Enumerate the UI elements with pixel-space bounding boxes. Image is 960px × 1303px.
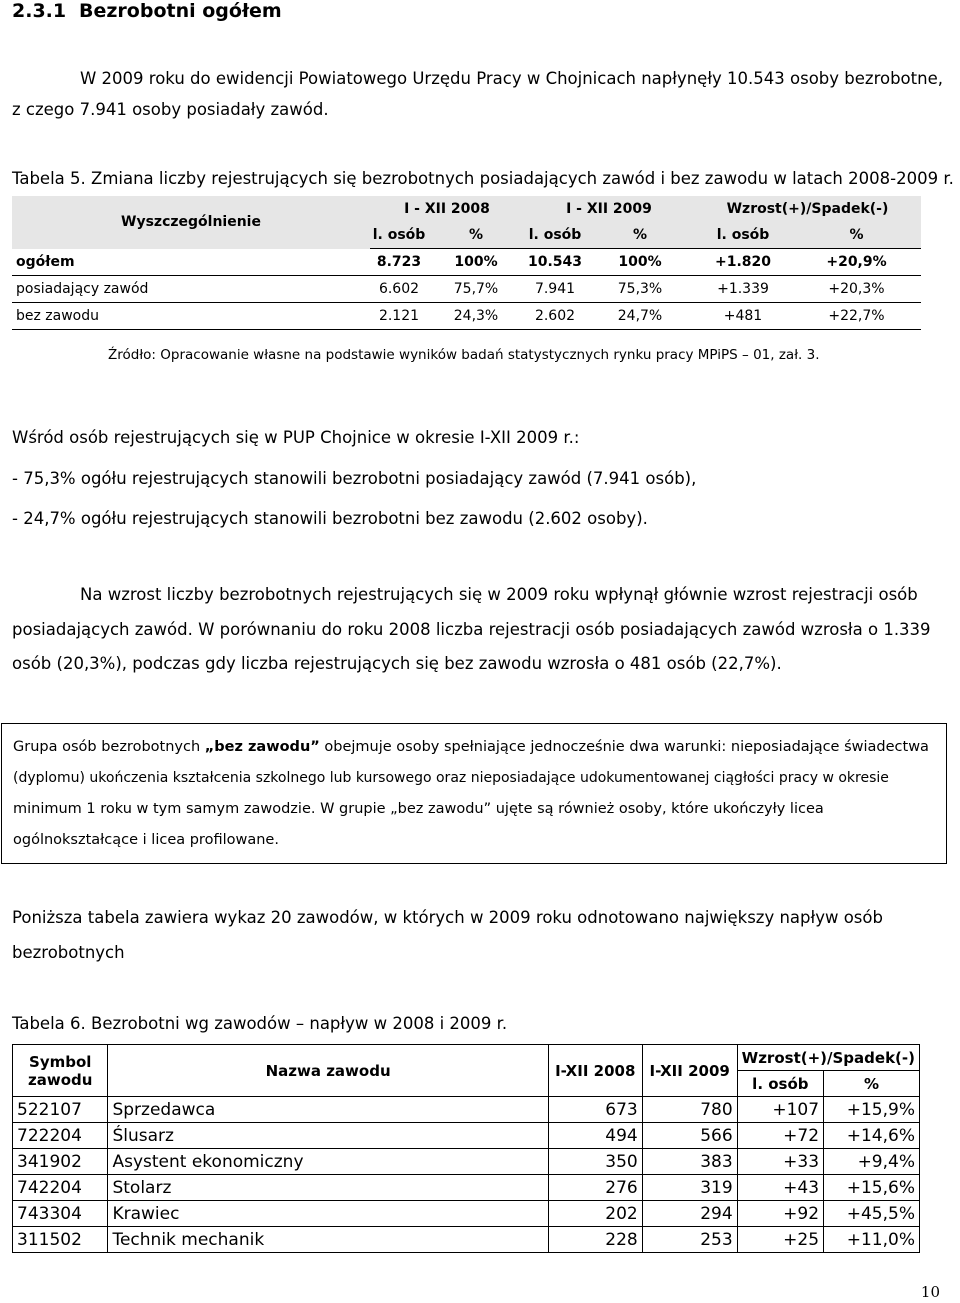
table6-header-change: Wzrost(+)/Spadek(-) [737, 1045, 919, 1071]
table5-subheader: % [428, 222, 524, 249]
definition-line-4: ogólnokształcące i licea profilowane. [13, 832, 279, 848]
table6-header-name: Nazwa zawodu [108, 1045, 548, 1097]
page-number: 10 [920, 1283, 940, 1301]
table6-header-change-count: l. osób [737, 1071, 823, 1097]
table5-cell: 75,7% [428, 276, 524, 303]
table6-name: Stolarz [108, 1175, 548, 1201]
table6-2008: 202 [548, 1201, 642, 1227]
table5-cell: +1.339 [694, 276, 792, 303]
table6-pct: +14,6% [824, 1123, 920, 1149]
below-line-2: bezrobotnych [12, 943, 125, 962]
table6-2009: 566 [642, 1123, 737, 1149]
definition-text: obejmuje osoby spełniające jednocześnie dwa warunki: nieposiadające świadectwa [319, 739, 929, 755]
table5-cell: 6.602 [370, 276, 428, 303]
table6-header-row [13, 1045, 920, 1071]
table6-pct: +15,9% [824, 1097, 920, 1123]
table6-2008: 228 [548, 1227, 642, 1253]
table6-row [13, 1097, 920, 1123]
intro-line-2: z czego 7.941 osoby posiadały zawód. [12, 100, 329, 119]
table5-cell: +22,7% [792, 303, 921, 330]
definition-emphasis: „bez zawodu” [204, 739, 320, 755]
table5-cell: 8.723 [370, 249, 428, 276]
table5-cell: 24,3% [428, 303, 524, 330]
table6-pct: +45,5% [824, 1201, 920, 1227]
table5-header-row [12, 196, 921, 222]
section-heading [12, 0, 282, 22]
section-number: 2.3.1 [12, 0, 67, 22]
table5-cell: +20,9% [792, 249, 921, 276]
table5-cell: +20,3% [792, 276, 921, 303]
table6-name: Krawiec [108, 1201, 548, 1227]
table6-2009: 253 [642, 1227, 737, 1253]
table6-header-symbol: Symbol zawodu [13, 1045, 108, 1097]
table5-cell: +1.820 [694, 249, 792, 276]
table5-subheader: l. osób [694, 222, 792, 249]
table6-count: +43 [737, 1175, 823, 1201]
table6-2008: 494 [548, 1123, 642, 1149]
table6-count: +33 [737, 1149, 823, 1175]
table6-row [13, 1123, 920, 1149]
table6-row [13, 1149, 920, 1175]
table6-header-2008: I-XII 2008 [548, 1045, 642, 1097]
table5-cell: 24,7% [586, 303, 694, 330]
table5-cell: 2.602 [524, 303, 586, 330]
table5-subheader: l. osób [524, 222, 586, 249]
table5-cell: +481 [694, 303, 792, 330]
table6-name: Technik mechanik [108, 1227, 548, 1253]
table6-symbol: 311502 [13, 1227, 108, 1253]
table6 [12, 1044, 920, 1253]
table6-row [13, 1175, 920, 1201]
table6-2008: 350 [548, 1149, 642, 1175]
table5 [12, 196, 921, 330]
table5-row [12, 276, 921, 303]
table5-cell: 100% [428, 249, 524, 276]
table6-symbol: 522107 [13, 1097, 108, 1123]
table6-name: Asystent ekonomiczny [108, 1149, 548, 1175]
table6-count: +72 [737, 1123, 823, 1149]
table5-cell: 2.121 [370, 303, 428, 330]
table6-count: +25 [737, 1227, 823, 1253]
table6-row [13, 1227, 920, 1253]
table5-cell: 7.941 [524, 276, 586, 303]
table5-subheader: % [792, 222, 921, 249]
table6-name: Ślusarz [108, 1123, 548, 1149]
table5-row-label: posiadający zawód [12, 276, 370, 303]
table6-pct: +15,6% [824, 1175, 920, 1201]
among-bullet-2: - 24,7% ogółu rejestrujących stanowili bezrobotni bez zawodu (2.602 osoby). [12, 509, 648, 528]
section-title: Bezrobotni ogółem [79, 0, 282, 22]
increase-line-3: osób (20,3%), podczas gdy liczba rejestrujących się bez zawodu wzrosła o 481 osób (22,7%). [12, 654, 782, 673]
table5-row [12, 303, 921, 330]
table5-cell: 75,3% [586, 276, 694, 303]
table6-row [13, 1201, 920, 1227]
table5-caption: Tabela 5. Zmiana liczby rejestrujących się bezrobotnych posiadających zawód i bez zawodu w latach 2008-2009 r. [12, 169, 954, 188]
table5-cell: 100% [586, 249, 694, 276]
definition-line-1 [13, 732, 944, 763]
table6-2009: 294 [642, 1201, 737, 1227]
table6-2009: 780 [642, 1097, 737, 1123]
table6-symbol: 341902 [13, 1149, 108, 1175]
table6-2008: 673 [548, 1097, 642, 1123]
increase-line-2: posiadających zawód. W porównaniu do roku 2008 liczba rejestracji osób posiadających zawód wzrosła o 1.339 [12, 620, 931, 639]
below-line-1: Poniższa tabela zawiera wykaz 20 zawodów, w których w 2009 roku odnotowano największy napływ osób [12, 908, 883, 927]
table6-count: +107 [737, 1097, 823, 1123]
table6-count: +92 [737, 1201, 823, 1227]
table5-source: Źródło: Opracowanie własne na podstawie wyników badań statystycznych rynku pracy MPiPS – 01, zał. 3. [108, 347, 820, 363]
increase-line-1: Na wzrost liczby bezrobotnych rejestrujących się w 2009 roku wpłynął głównie wzrost rejestracji osób [80, 585, 918, 604]
table6-caption: Tabela 6. Bezrobotni wg zawodów – napływ w 2008 i 2009 r. [12, 1014, 508, 1033]
table6-header-change-pct: % [824, 1071, 920, 1097]
table5-row-label: ogółem [12, 249, 370, 276]
table6-symbol: 722204 [13, 1123, 108, 1149]
table5-row-label: bez zawodu [12, 303, 370, 330]
table6-2008: 276 [548, 1175, 642, 1201]
definition-line-3: minimum 1 roku w tym samym zawodzie. W grupie „bez zawodu” ujęte są również osoby, które ukończyły licea [13, 801, 824, 817]
definition-text: Grupa osób bezrobotnych [13, 739, 205, 755]
table5-header-main: Wyszczególnienie [12, 196, 370, 249]
table6-name: Sprzedawca [108, 1097, 548, 1123]
definition-line-2: (dyplomu) ukończenia kształcenia szkolnego lub kursowego oraz nieposiadające udokumentowanej ciągłości pracy w okresie [13, 770, 889, 786]
table5-cell: 10.543 [524, 249, 586, 276]
table6-2009: 319 [642, 1175, 737, 1201]
table5-group-2009: I - XII 2009 [524, 196, 694, 222]
table5-row [12, 249, 921, 276]
table6-2009: 383 [642, 1149, 737, 1175]
table6-header-2009: I-XII 2009 [642, 1045, 737, 1097]
table5-subheader: l. osób [370, 222, 428, 249]
table6-pct: +9,4% [824, 1149, 920, 1175]
table6-pct: +11,0% [824, 1227, 920, 1253]
table5-group-change: Wzrost(+)/Spadek(-) [694, 196, 921, 222]
among-bullet-1: - 75,3% ogółu rejestrujących stanowili bezrobotni posiadający zawód (7.941 osób), [12, 469, 697, 488]
table6-symbol: 743304 [13, 1201, 108, 1227]
table5-subheader: % [586, 222, 694, 249]
definition-box [1, 723, 947, 864]
among-intro: Wśród osób rejestrujących się w PUP Chojnice w okresie I-XII 2009 r.: [12, 428, 580, 447]
table6-symbol: 742204 [13, 1175, 108, 1201]
table5-group-2008: I - XII 2008 [370, 196, 524, 222]
intro-line-1: W 2009 roku do ewidencji Powiatowego Urzędu Pracy w Chojnicach napłynęły 10.543 osoby bezrobotne, [80, 69, 943, 88]
